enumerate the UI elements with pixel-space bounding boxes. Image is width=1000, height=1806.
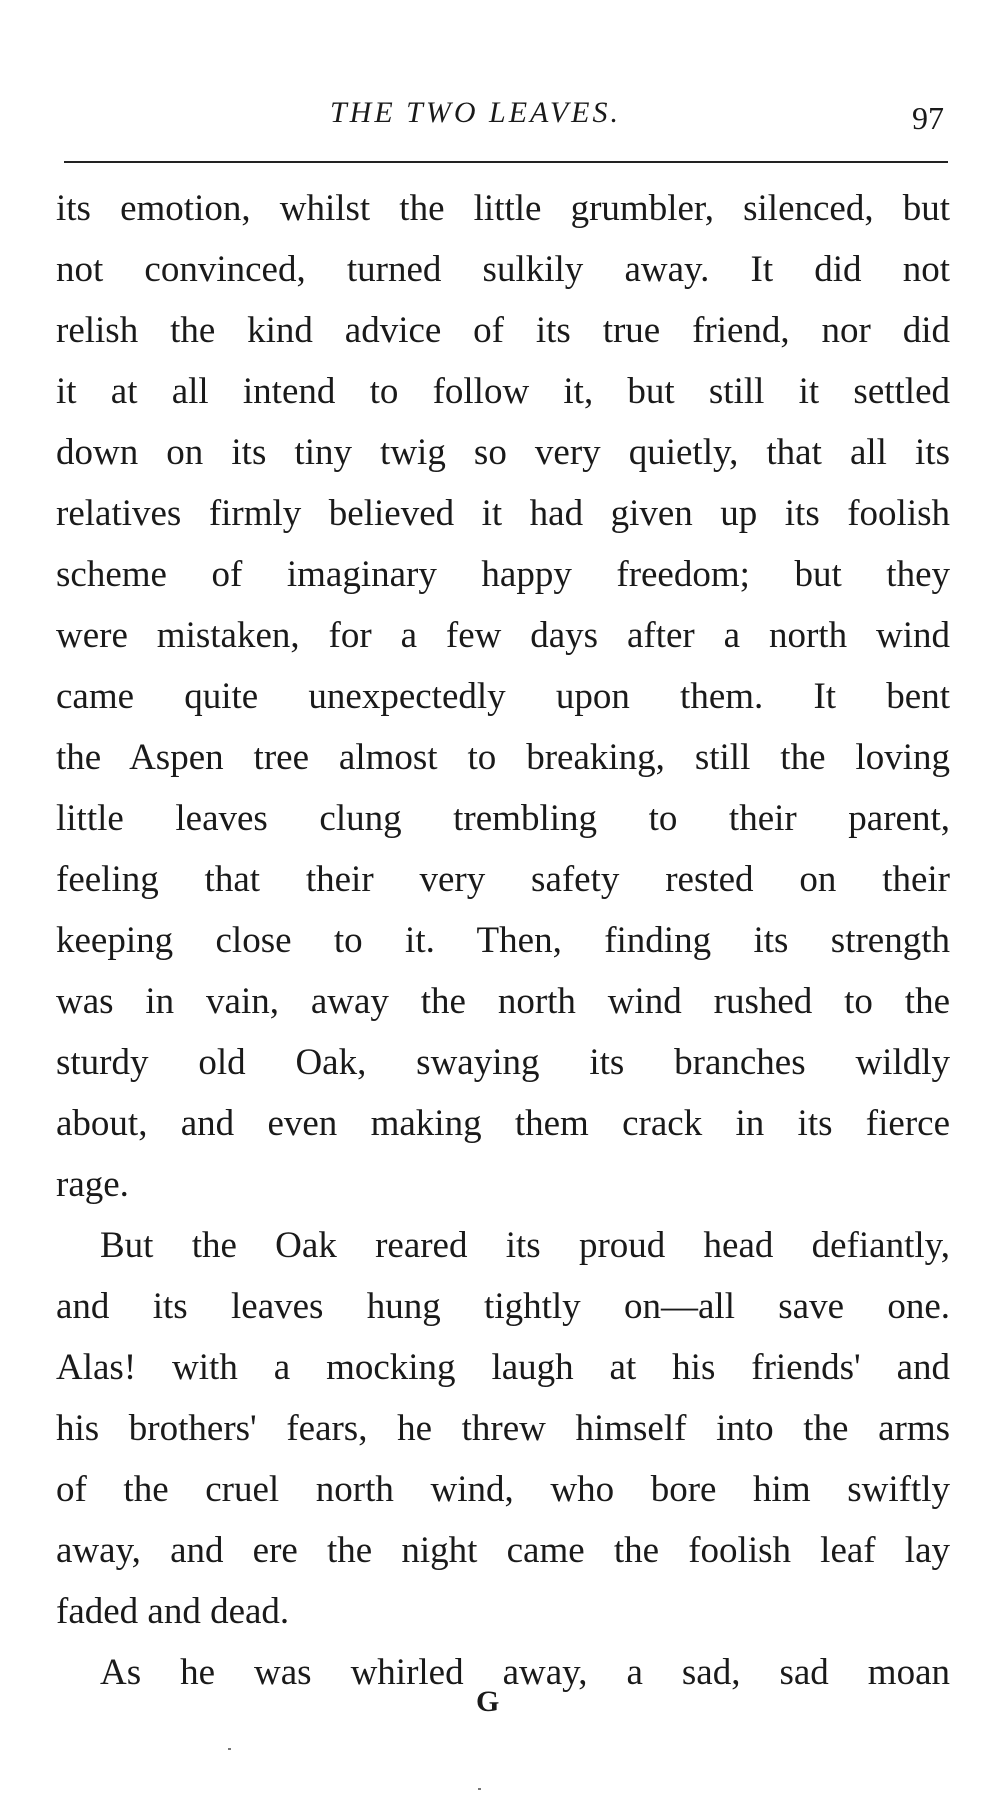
text-line: its emotion, whilst the little grumbler, silenced, but (56, 188, 950, 229)
text-line: little leaves clung trembling to their parent, (56, 798, 950, 839)
body-text (56, 178, 950, 1703)
text-line: not convinced, turned sulkily away. It did not (56, 249, 950, 290)
text-line: his brothers' fears, he threw himself into the arms (56, 1408, 950, 1449)
text-line: rage. (56, 1164, 129, 1205)
text-line: feeling that their very safety rested on their (56, 859, 950, 900)
paper-speck (228, 1748, 231, 1750)
text-line: away, and ere the night came the foolish leaf lay (56, 1530, 950, 1571)
text-line: the Aspen tree almost to breaking, still the loving (56, 737, 950, 778)
text-line: sturdy old Oak, swaying its branches wildly (56, 1042, 950, 1083)
signature-mark: G (476, 1685, 500, 1718)
text-line: scheme of imaginary happy freedom; but they (56, 554, 950, 595)
text-line: As he was whirled away, a sad, sad moan (100, 1652, 950, 1693)
text-line: of the cruel north wind, who bore him swiftly (56, 1469, 950, 1510)
text-line: about, and even making them crack in its fierce (56, 1103, 950, 1144)
text-line: came quite unexpectedly upon them. It bent (56, 676, 950, 717)
text-line: and its leaves hung tightly on—all save one. (56, 1286, 950, 1327)
text-line: But the Oak reared its proud head defiantly, (100, 1225, 950, 1266)
text-line: Alas! with a mocking laugh at his friends' and (56, 1347, 950, 1388)
text-line: were mistaken, for a few days after a north wind (56, 615, 950, 656)
page-number: 97 (912, 100, 944, 136)
text-line: relish the kind advice of its true friend, nor did (56, 310, 950, 351)
header-rule (64, 161, 948, 163)
text-line: was in vain, away the north wind rushed to the (56, 981, 950, 1022)
text-line: relatives firmly believed it had given up its foolish (56, 493, 950, 534)
running-title: THE TWO LEAVES. (330, 96, 622, 129)
text-line: faded and dead. (56, 1591, 290, 1632)
text-line: keeping close to it. Then, finding its strength (56, 920, 950, 961)
text-line: down on its tiny twig so very quietly, that all its (56, 432, 950, 473)
text-line: it at all intend to follow it, but still it settled (56, 371, 950, 412)
paper-speck (478, 1788, 481, 1790)
